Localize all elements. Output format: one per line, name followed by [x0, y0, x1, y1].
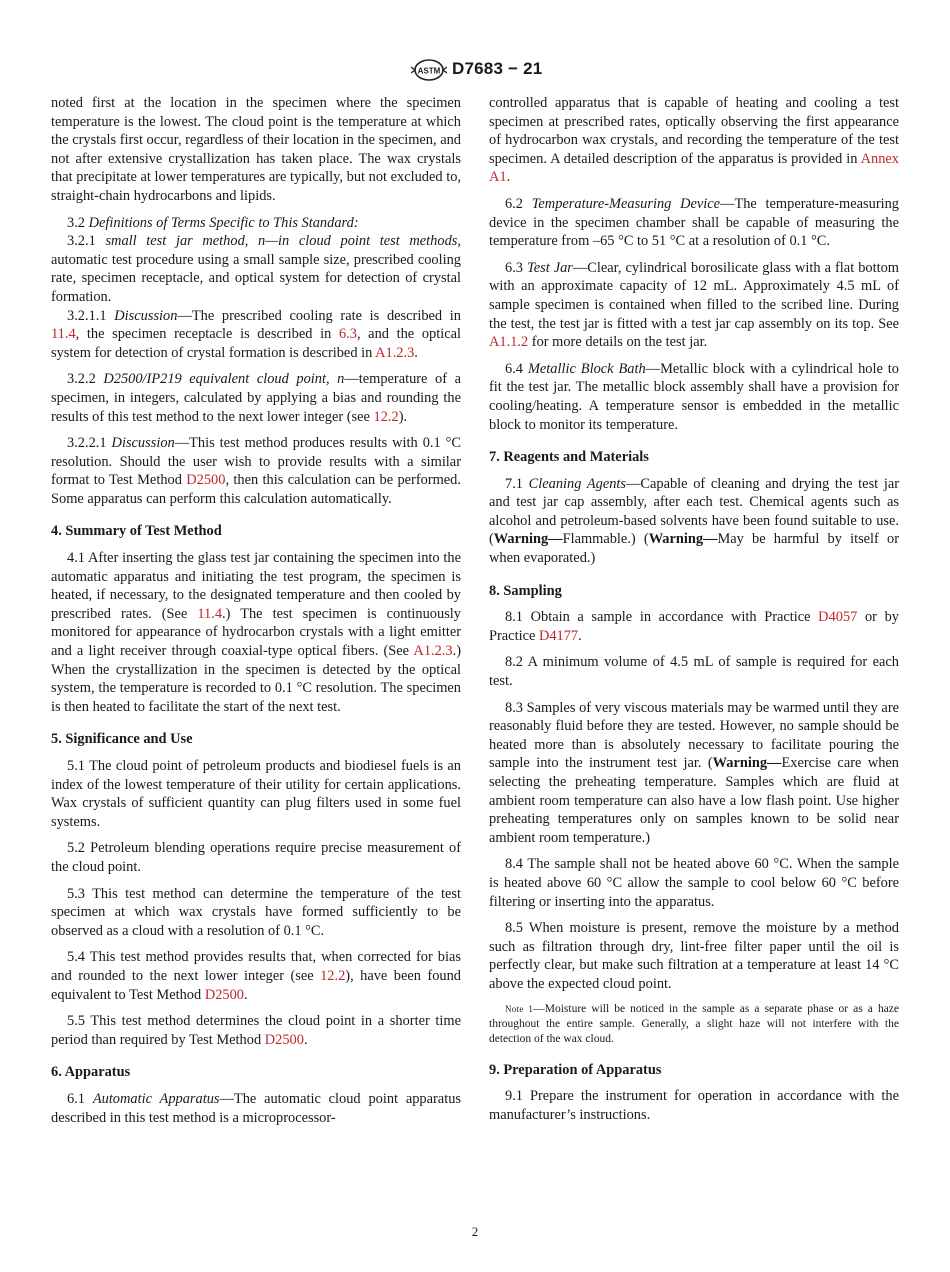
- paragraph-9-1: 9.1 Prepare the instrument for operation in accordance with the manufacturer’s instructions.: [489, 1088, 899, 1123]
- paragraph-3-2-1-1: 3.2.1.1 Discussion—The prescribed cooling rate is described in 11.4, the specimen receptacle is described in 6.3, and the optical system for detection of crystal formation is described in A1.2.3.: [51, 307, 461, 361]
- xref-link[interactable]: A1.2.3: [375, 344, 415, 361]
- xref-link[interactable]: 12.2: [373, 408, 399, 425]
- xref-link[interactable]: 6.3: [338, 326, 357, 343]
- right-column: [489, 94, 899, 1132]
- xref-link[interactable]: 11.4: [197, 605, 223, 622]
- page-number: 2: [471, 1224, 479, 1239]
- xref-link[interactable]: A1.1.2: [489, 334, 529, 351]
- svg-text:ASTM: ASTM: [417, 66, 441, 76]
- xref-link[interactable]: A1.2.3: [413, 643, 453, 660]
- section-heading: 7. Reagents and Materials: [489, 449, 649, 466]
- paragraph-8-4: 8.4 The sample shall not be heated above 60 °C. When the sample is heated above 60 °C allow the sample to cool below 60 °C before filtering or inserting into the apparatus.: [489, 856, 899, 910]
- paragraph-6-3: 6.3 Test Jar—Clear, cylindrical borosilicate glass with a flat bottom with an approximate capacity of 12 mL. Approximately 4.5 mL of sample specimen is contained when filled to the scribed line. During the test, the test jar is fitted with a test jar cap assembly on its top. See A1.1.2 for more details on the test jar.: [489, 259, 899, 351]
- paragraph-5-4: 5.4 This test method provides results that, when corrected for bias and rounded to the next lower integer (see 12.2), have been found equivalent to Test Method D2500.: [51, 949, 461, 1003]
- page-header: [0, 58, 950, 84]
- paragraph-8-1: 8.1 Obtain a sample in accordance with Practice D4057 or by Practice D4177.: [489, 609, 899, 644]
- section-heading: 6. Apparatus: [51, 1064, 131, 1081]
- paragraph-6-4: 6.4 Metallic Block Bath—Metallic block with a cylindrical hole to fit the test jar. The metallic block assembly shall have a provision for cooling/heating. A temperature sensor is embedded in the metallic block to monitor its temperature.: [489, 360, 899, 433]
- paragraph-8-3: 8.3 Samples of very viscous materials may be warmed until they are reasonably fluid before they are tested. However, no sample should be heated more than is absolutely necessary to facilitate pouring the sample into the instrument test jar. (Warning—Exercise care when selecting the preheating temperature. Samples which are fluid at ambient room temperature can also have a low flash point. Use higher preheating temperatures only on samples known to be solid near ambient room temperature.): [489, 699, 899, 846]
- section-heading: 5. Significance and Use: [51, 731, 193, 748]
- paragraph-7-1: 7.1 Cleaning Agents—Capable of cleaning and drying the test jar and test jar cap assembly, after each test. Chemical agents such as alcohol and petroleum-based solvents have been found suitable to use. (Warning—Flammable.) (Warning—May be harmful by itself or when evaporated.): [489, 475, 900, 567]
- paragraph-continued: noted first at the location in the specimen where the specimen temperature is the lowest. The cloud point is the temperature at which the crystals first occur, regardless of their location in the specimen, and not after extensive crystallization has taken place. The wax crystals that precipitate at lower temperatures are typically, but not excluded to, straight-chain hydrocarbons and lipids.: [51, 95, 461, 204]
- xref-link[interactable]: D2500: [264, 1031, 304, 1048]
- xref-link[interactable]: D4057: [818, 609, 858, 626]
- paragraph-6-2: 6.2 Temperature-Measuring Device—The temperature-measuring device in the specimen chamber shall be capable of measuring the temperature from –65 °C to 51 °C at a resolution of 0.1 °C.: [489, 195, 899, 250]
- xref-link[interactable]: Annex A1: [489, 150, 899, 186]
- xref-link[interactable]: D2500: [186, 472, 226, 489]
- paragraph-5-1: 5.1 The cloud point of petroleum products and biodiesel fuels is an index of the lowest temperature of their utility for certain applications. Wax crystals of sufficient quantity can plug filters used in some fuel systems.: [51, 758, 461, 830]
- standard-designation: D7683 − 21: [452, 59, 543, 78]
- paragraph-4-1: 4.1 After inserting the glass test jar containing the specimen into the automatic apparatus and initiating the test program, the specimen is heated, if necessary, to the designated temperature and then cooled by prescribed rates. (See 11.4.) The test specimen is continuously monitored for appearance of hydrocarbon crystals with a light emitter and a light receiver through coaxial-type optical fibers. (See A1.2.3.) When the crystallization in the specimen is detected by the optical system, the temperature is recorded to 0.1 °C resolution. The specimen is then heated to facilitate the start of the next test.: [51, 550, 461, 715]
- paragraph-6-1: 6.1 Automatic Apparatus—The automatic cloud point apparatus described in this test method is a microprocessor-: [51, 1090, 461, 1126]
- paragraph-5-2: 5.2 Petroleum blending operations require precise measurement of the cloud point.: [51, 840, 461, 875]
- xref-link[interactable]: 12.2: [320, 967, 346, 984]
- paragraph-8-2: 8.2 A minimum volume of 4.5 mL of sample is required for each test.: [489, 654, 899, 690]
- section-heading: 4. Summary of Test Method: [51, 523, 222, 540]
- paragraph-5-3: 5.3 This test method can determine the temperature of the test specimen at which wax crystals have formed sufficiently to be observed as a cloud with a resolution of 0.1 °C.: [51, 885, 461, 939]
- paragraph-8-5: 8.5 When moisture is present, remove the moisture by a method such as filtration through dry, lint-free filter paper until the oil is perfectly clear, but make such filtration at a temperature at least 14 °C above the expected cloud point.: [489, 920, 899, 992]
- xref-link[interactable]: 11.4: [51, 326, 76, 343]
- xref-link[interactable]: D4177: [538, 627, 579, 644]
- paragraph-3-2-2-1: 3.2.2.1 Discussion—This test method produces results with 0.1 °C resolution. Should the user wish to provide results with a similar format to Test Method D2500, then this calculation can be performed. Some apparatus can perform this calculation automatically.: [51, 435, 461, 507]
- paragraph-3-2: 3.2 Definitions of Terms Specific to This Standard:: [67, 214, 359, 231]
- astm-logo-icon: [411, 58, 447, 82]
- xref-link[interactable]: D2500: [204, 986, 244, 1003]
- paragraph-3-2-1: 3.2.1 small test jar method, n—in cloud point test methods, automatic test procedure using a small sample size, prescribed cooling rate, specimen receptacle, and optical system for detection of crystal formation.: [51, 233, 461, 305]
- note-1: Note 1—Moisture will be noticed in the sample as a separate phase or as a haze throughout the entire sample. Generally, a slight haze will not interfere with the detection of the wax cloud.: [489, 1002, 900, 1045]
- paragraph-3-2-2: 3.2.2 D2500/IP219 equivalent cloud point, n—temperature of a specimen, in integers, calculated by applying a bias and rounding the results of this test method to the next lower integer (see 12.2).: [51, 371, 461, 425]
- section-heading: 9. Preparation of Apparatus: [489, 1061, 662, 1078]
- section-heading: 8. Sampling: [489, 582, 562, 599]
- paragraph-6-1-continued: controlled apparatus that is capable of heating and cooling a test specimen at prescribed rates, optically observing the first appearance of hydrocarbon wax crystals, and recording the temperature of the test specimen. A detailed description of the apparatus is provided in Annex A1.: [489, 95, 899, 186]
- left-column: [51, 94, 461, 1135]
- paragraph-5-5: 5.5 This test method determines the cloud point in a shorter time period than required by Test Method D2500.: [51, 1013, 461, 1048]
